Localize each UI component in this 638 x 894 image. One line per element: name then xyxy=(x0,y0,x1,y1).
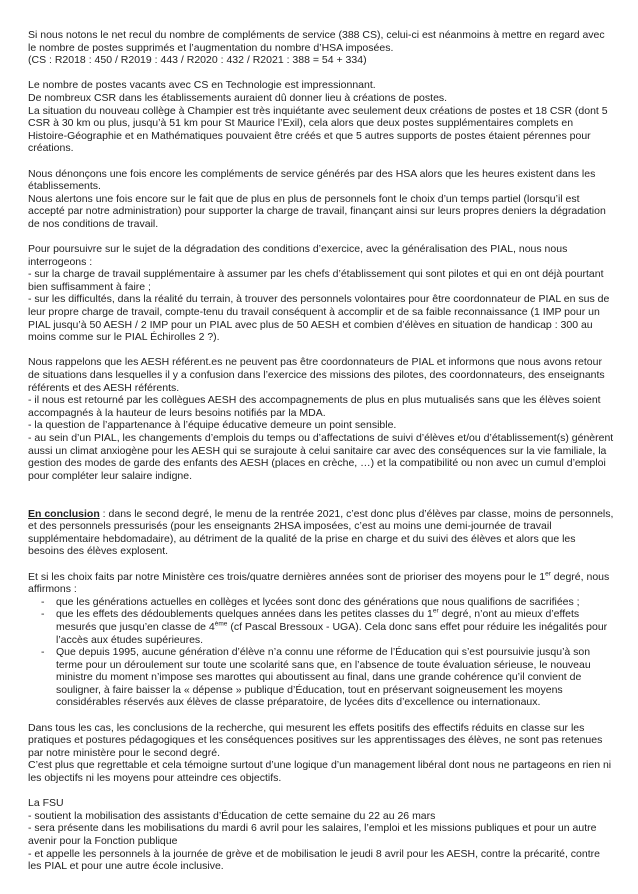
paragraph xyxy=(28,293,614,343)
blank-line xyxy=(28,155,614,168)
list-item-text xyxy=(56,646,591,708)
paragraph xyxy=(28,193,614,231)
paragraph xyxy=(28,432,614,482)
text-run: (cf Pascal Bressoux - UGA). Cela donc sans effet pour réduire les inégalités pour l’accès aux études supérieures. xyxy=(56,620,608,646)
text-run: La situation du nouveau collège à Champier est très inquiétante avec seulement deux créations de postes et 18 CSR (dont 5 CSR à 30 km ou plus, jusqu’à 51 km pour St Maurice l’Exil), cela alors que deux postes supplémentaires complets en Histoire-Géographie et en Mathématiques pouvaient être créés et que 5 autres supports de postes étaient pérennes pour créations. xyxy=(28,104,608,155)
text-run: - la question de l’appartenance à l’équipe éducative demeure un point sensible. xyxy=(28,419,397,432)
paragraph xyxy=(28,105,614,155)
paragraph xyxy=(28,394,614,419)
text-run: que les effets des dédoublements quelques années dans les petites classes du 1 xyxy=(56,608,433,621)
dash-bullet-icon: - xyxy=(41,646,45,659)
dash-bullet-icon: - xyxy=(41,595,45,608)
paragraph xyxy=(28,508,614,558)
list-item-text xyxy=(56,608,607,645)
blank-line xyxy=(28,558,614,571)
text-run: - sur la charge de travail supplémentaire à assumer par les chefs d’établissement qui sont pilotes et qui en ont déjà pourtant bien suffisamment à faire ; xyxy=(28,268,604,293)
list-item xyxy=(28,646,614,709)
paragraph xyxy=(28,168,614,193)
text-run: De nombreux CSR dans les établissements auraient dû donner lieu à créations de postes. xyxy=(28,91,448,104)
paragraph xyxy=(28,571,614,596)
blank-line xyxy=(28,785,614,798)
text-run: - et appelle les personnels à la journée de grève et de mobilisation le jeudi 8 avril pour les AESH, contre la précarité, contre les PIAL et pour une autre école inclusive. xyxy=(28,847,600,873)
paragraph xyxy=(28,759,614,784)
paragraph xyxy=(28,54,614,67)
paragraph xyxy=(28,797,614,810)
blank-line xyxy=(28,495,614,508)
text-run: Que depuis 1995, aucune génération d’élève n’a connu une réforme de l’Éducation qui s’est poursuivie jusqu’à son terme pour un déroulement sur toute une scolarité sans que, en l’absence de toute évaluation sérieuse, le nouveau ministre du moment n’impose ses marottes qui aboutissent au final, dans une grande cohérence qu’il convient de souligner, à faire baisser la « dépense » publique d’Éducation, tout en préservant soigneusement les moyens considérables réservés aux élèves de classe préparatoire, de lycées dits d’excellence ou internationaux. xyxy=(56,646,591,709)
paragraph xyxy=(28,419,614,432)
text-run: degré, n’ont au mieux d’effets mesurés que jusqu’en classe de 4 xyxy=(56,608,580,633)
list-item xyxy=(28,596,614,609)
paragraph xyxy=(28,848,614,873)
text-run: degré, nous affirmons : xyxy=(28,570,610,596)
blank-line xyxy=(28,482,614,495)
blank-line xyxy=(28,709,614,722)
text-run: En conclusion xyxy=(28,507,100,520)
paragraph xyxy=(28,356,614,394)
text-run: Nous dénonçons une fois encore les compléments de service générés par des HSA alors que les heures existent dans les établissements. xyxy=(28,167,596,193)
paragraph xyxy=(28,810,614,823)
paragraph xyxy=(28,822,614,847)
superscript-text: er xyxy=(432,607,439,615)
list-item-text xyxy=(56,596,580,608)
text-run: Et si les choix faits par notre Ministère ces trois/quatre dernières années sont de prioriser des moyens pour le 1 xyxy=(28,570,546,583)
text-run: Si nous notons le net recul du nombre de compléments de service (388 CS), celui-ci est néanmoins à mettre en regard avec le nombre de postes supprimés et l’augmentation du nombre d’HSA imposées. xyxy=(28,29,605,54)
text-run: : dans le second degré, le menu de la rentrée 2021, c’est donc plus d’élèves par classe, moins de personnels, et des personnels pressurisés (pour les enseignants 2HSA imposées, c’est au moins une demi-journée de travail supplémentaire hebdomadaire), au détriment de la qualité de la prise en charge et du suivi des élèves et alors que les besoins des élèves explosent. xyxy=(28,507,614,558)
text-run: Nous rappelons que les AESH référent.es ne peuvent pas être coordonnateurs de PIAL et informons que nous avons retour de situations dans lesquelles il y a confusion dans l’exercice des missions des pilotes, des coordonnateurs, des enseignants référents et des AESH référents. xyxy=(28,356,605,394)
paragraph xyxy=(28,79,614,92)
text-run: Nous alertons une fois encore sur le fait que de plus en plus de personnels font le choix d’un temps partiel (lorsqu’il est accepté par notre administration) pour supporter la charge de travail, finançant ainsi sur leurs propres deniers la dégradation de nos conditions de travail. xyxy=(28,192,606,230)
superscript-text: ème xyxy=(214,620,228,628)
blank-line xyxy=(28,231,614,244)
text-run: C’est plus que regrettable et cela témoigne surtout d’une logique d’un management libéral dont nous ne partageons en rien ni les objectifs ni les moyens pour atteindre ces objectifs. xyxy=(28,759,612,785)
text-run: Le nombre de postes vacants avec CS en Technologie est impressionnant. xyxy=(28,79,376,92)
superscript-text: er xyxy=(545,570,551,578)
paragraph xyxy=(28,268,614,293)
document-body xyxy=(28,29,614,873)
dash-bullet-icon: - xyxy=(41,608,45,621)
text-run: - sur les difficultés, dans la réalité du terrain, à trouver des personnels volontaires pour être coordonnateur de PIAL en sus de leur propre charge de travail, compte-tenu du travail conséquent à accomplir et de sa faible reconnaissance (1 IMP pour un PIAL jusqu’à 50 AESH / 2 IMP pour un PIAL avec plus de 50 AESH et combien d’élèves en situation de handicap : 300 au moins comme sur le PIAL Échirolles 2 ?). xyxy=(28,293,610,344)
paragraph xyxy=(28,243,614,268)
text-run: - soutient la mobilisation des assistants d’Éducation de cette semaine du 22 au 26 mars xyxy=(28,809,436,822)
blank-line xyxy=(28,344,614,357)
paragraph xyxy=(28,29,614,54)
text-run: Dans tous les cas, les conclusions de la recherche, qui mesurent les effets positifs des effectifs réduits en classe sur les pratiques et postures pédagogiques et les conséquences positives sur les apprentissages des élèves, ne sont pas retenues par notre ministère pour le second degré. xyxy=(28,721,603,759)
blank-line xyxy=(28,67,614,80)
text-run: - il nous est retourné par les collègues AESH des accompagnements de plus en plus mutualisés sans que les élèves soient accompagnés à la hauteur de leurs besoins notifiés par la MDA. xyxy=(28,394,601,419)
paragraph xyxy=(28,92,614,105)
text-run: que les générations actuelles en collèges et lycées sont donc des générations que nous qualifions de sacrifiées ; xyxy=(56,595,580,608)
list-item xyxy=(28,608,614,646)
text-run: - sera présente dans les mobilisations du mardi 6 avril pour les salaires, l’emploi et les missions publiques et pour un autre avenir pour la Fonction publique xyxy=(28,822,597,847)
paragraph xyxy=(28,722,614,760)
text-run: (CS : R2018 : 450 / R2019 : 443 / R2020 : 432 / R2021 : 388 = 54 + 334) xyxy=(28,54,367,67)
text-run: Pour poursuivre sur le sujet de la dégradation des conditions d’exercice, avec la généralisation des PIAL, nous nous interrogeons : xyxy=(28,243,568,268)
text-run: - au sein d’un PIAL, les changements d’emplois du temps ou d’affectations de suivi d’élèves et/ou d’établissement(s) génèrent aussi un climat anxiogène pour les AESH qui se surajoute à celui sanitaire car avec des conséquences sur la vie familiale, la gestion des modes de garde des enfants des AESH (places en crèche, …) et la compatibilité ou non avec un cumul d’emploi pour compléter leur salaire indigne. xyxy=(28,432,614,482)
text-run: La FSU xyxy=(28,797,64,810)
